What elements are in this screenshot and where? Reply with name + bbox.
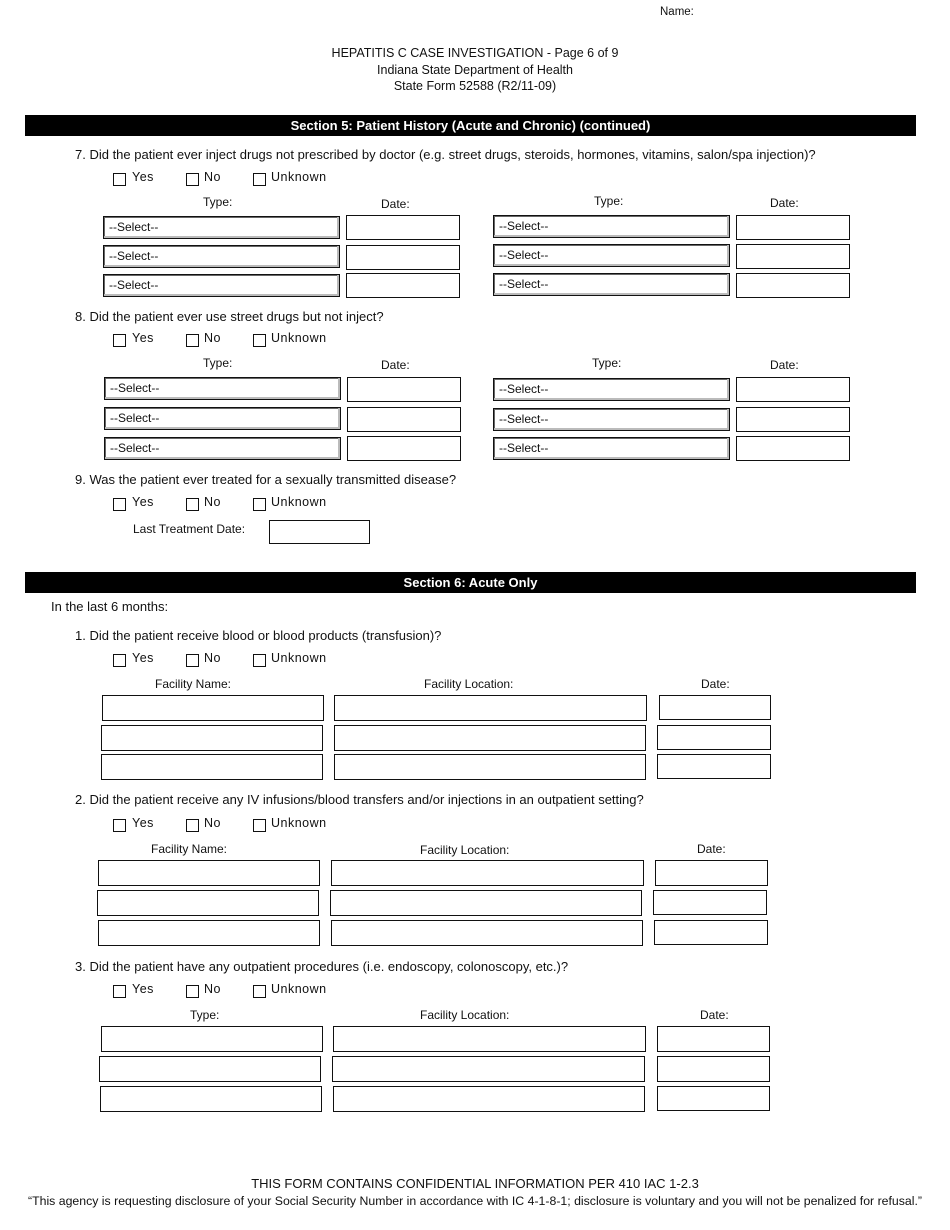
q7-type-header-left: Type: — [203, 195, 233, 209]
q8-date-field[interactable] — [736, 377, 850, 402]
q7-date-field[interactable] — [736, 273, 850, 298]
s6q3-type-field[interactable] — [99, 1056, 321, 1082]
s6q2-facility-name-header: Facility Name: — [151, 842, 228, 856]
q8-date-field[interactable] — [347, 436, 461, 461]
s6q1-facility-name-field[interactable] — [101, 725, 323, 751]
q7-yes-label: Yes — [132, 170, 154, 184]
s6q2-no-label: No — [204, 816, 221, 830]
s6q3-options — [113, 982, 513, 1002]
section-6-header: Section 6: Acute Only — [25, 572, 916, 593]
s6q3-yes-checkbox[interactable] — [113, 985, 126, 998]
s6q1-date-field[interactable] — [657, 754, 771, 779]
s6q2-unknown-label: Unknown — [271, 816, 327, 830]
question-9: 9. Was the patient ever treated for a sexually transmitted disease? — [75, 472, 457, 487]
s6q1-facility-location-field[interactable] — [334, 754, 646, 780]
s6q3-type-field[interactable] — [101, 1026, 323, 1052]
s6q1-no-checkbox[interactable] — [186, 654, 199, 667]
q8-type-select[interactable]: --Select-- — [104, 407, 341, 430]
q8-date-header-right: Date: — [770, 358, 799, 372]
s6q3-facility-location-field[interactable] — [333, 1026, 646, 1052]
q7-date-field[interactable] — [346, 245, 460, 270]
s6q3-facility-location-field[interactable] — [333, 1086, 645, 1112]
q8-no-checkbox[interactable] — [186, 334, 199, 347]
s6q2-date-field[interactable] — [654, 920, 768, 945]
s6q1-yes-checkbox[interactable] — [113, 654, 126, 667]
section-6-intro: In the last 6 months: — [51, 599, 169, 614]
q7-no-label: No — [204, 170, 221, 184]
s6q1-facility-location-header: Facility Location: — [424, 677, 514, 691]
s6q3-facility-location-field[interactable] — [332, 1056, 645, 1082]
last-treatment-date-field[interactable] — [269, 520, 370, 544]
q9-no-label: No — [204, 495, 221, 509]
s6q1-options — [113, 651, 513, 671]
question-8: 8. Did the patient ever use street drugs but not inject? — [75, 309, 384, 324]
s6q3-no-label: No — [204, 982, 221, 996]
q8-type-header-left: Type: — [203, 356, 233, 370]
ssn-disclosure-notice: “This agency is requesting disclosure of your Social Security Number in accordance with IC 4-1-8-1; disclosure is voluntary and you will not be penalized for refusal.” — [28, 1194, 922, 1208]
q7-type-select[interactable]: --Select-- — [103, 274, 340, 297]
q9-options — [113, 495, 513, 515]
q9-yes-label: Yes — [132, 495, 154, 509]
s6q2-yes-label: Yes — [132, 816, 154, 830]
q8-date-field[interactable] — [736, 436, 850, 461]
q8-unknown-label: Unknown — [271, 331, 327, 345]
q8-type-select[interactable]: --Select-- — [104, 377, 341, 400]
q7-type-header-right: Type: — [594, 194, 624, 208]
s6q1-unknown-label: Unknown — [271, 651, 327, 665]
q8-yes-label: Yes — [132, 331, 154, 345]
s6q2-date-field[interactable] — [653, 890, 767, 915]
q7-no-checkbox[interactable] — [186, 173, 199, 186]
q8-type-select[interactable]: --Select-- — [493, 408, 730, 431]
q7-date-field[interactable] — [736, 215, 850, 240]
s6q2-yes-checkbox[interactable] — [113, 819, 126, 832]
agency-name: Indiana State Department of Health — [377, 63, 573, 77]
q7-unknown-checkbox[interactable] — [253, 173, 266, 186]
s6-question-3: 3. Did the patient have any outpatient procedures (i.e. endoscopy, colonoscopy, etc.)? — [75, 959, 569, 974]
q7-type-select[interactable]: --Select-- — [493, 273, 730, 296]
s6q3-unknown-checkbox[interactable] — [253, 985, 266, 998]
q8-type-header-right: Type: — [592, 356, 622, 370]
s6-question-2: 2. Did the patient receive any IV infusions/blood transfers and/or injections in an outpatient setting? — [75, 792, 644, 807]
q7-options — [113, 170, 513, 190]
s6q2-date-header: Date: — [697, 842, 726, 856]
s6q2-options — [113, 816, 513, 836]
s6-question-1: 1. Did the patient receive blood or blood products (transfusion)? — [75, 628, 442, 643]
form-title: HEPATITIS C CASE INVESTIGATION - Page 6 of 9 — [331, 46, 619, 60]
s6q3-date-field[interactable] — [657, 1026, 770, 1052]
q7-type-select[interactable]: --Select-- — [103, 245, 340, 268]
q9-yes-checkbox[interactable] — [113, 498, 126, 511]
q8-date-header-left: Date: — [381, 358, 410, 372]
q7-date-field[interactable] — [736, 244, 850, 269]
s6q2-facility-name-field[interactable] — [97, 890, 319, 916]
q8-date-field[interactable] — [347, 377, 461, 402]
s6q2-facility-location-field[interactable] — [330, 890, 642, 916]
q7-unknown-label: Unknown — [271, 170, 327, 184]
s6q1-facility-name-field[interactable] — [101, 754, 323, 780]
s6q1-date-field[interactable] — [659, 695, 771, 720]
q7-yes-checkbox[interactable] — [113, 173, 126, 186]
q7-date-field[interactable] — [346, 215, 460, 240]
s6q2-facility-location-field[interactable] — [331, 860, 644, 886]
s6q1-facility-location-field[interactable] — [334, 725, 646, 751]
confidential-notice: THIS FORM CONTAINS CONFIDENTIAL INFORMATION PER 410 IAC 1-2.3 — [251, 1176, 699, 1191]
s6q1-date-header: Date: — [701, 677, 730, 691]
q9-unknown-checkbox[interactable] — [253, 498, 266, 511]
s6q2-facility-name-field[interactable] — [98, 920, 320, 946]
q7-type-select[interactable]: --Select-- — [493, 215, 730, 238]
s6q1-unknown-checkbox[interactable] — [253, 654, 266, 667]
s6q3-facility-location-header: Facility Location: — [420, 1008, 510, 1022]
s6q2-date-field[interactable] — [655, 860, 768, 886]
section-5-header: Section 5: Patient History (Acute and Chronic) (continued) — [25, 115, 916, 136]
name-label: Name: — [660, 6, 694, 18]
q8-date-field[interactable] — [736, 407, 850, 432]
s6q3-date-field[interactable] — [657, 1056, 770, 1082]
q9-unknown-label: Unknown — [271, 495, 327, 509]
s6q1-facility-name-header: Facility Name: — [155, 677, 232, 691]
q8-unknown-checkbox[interactable] — [253, 334, 266, 347]
q8-date-field[interactable] — [347, 407, 461, 432]
q8-type-select[interactable]: --Select-- — [104, 437, 341, 460]
q8-options — [113, 331, 513, 351]
s6q2-facility-location-header: Facility Location: — [420, 843, 510, 857]
s6q3-yes-label: Yes — [132, 982, 154, 996]
s6q3-date-field[interactable] — [657, 1086, 770, 1111]
q8-no-label: No — [204, 331, 221, 345]
s6q1-no-label: No — [204, 651, 221, 665]
q7-date-header-right: Date: — [770, 196, 799, 210]
q7-date-header-left: Date: — [381, 197, 410, 211]
s6q3-no-checkbox[interactable] — [186, 985, 199, 998]
s6q3-date-header: Date: — [700, 1008, 729, 1022]
s6q1-facility-name-field[interactable] — [102, 695, 324, 721]
s6q3-type-field[interactable] — [100, 1086, 322, 1112]
s6q3-type-header: Type: — [190, 1008, 220, 1022]
q8-yes-checkbox[interactable] — [113, 334, 126, 347]
s6q3-unknown-label: Unknown — [271, 982, 327, 996]
question-7: 7. Did the patient ever inject drugs not prescribed by doctor (e.g. street drugs, steroids, hormones, vitamins, salon/spa injection)? — [75, 147, 816, 162]
q8-type-select[interactable]: --Select-- — [493, 378, 730, 401]
s6q2-facility-name-field[interactable] — [98, 860, 320, 886]
s6q1-yes-label: Yes — [132, 651, 154, 665]
q9-no-checkbox[interactable] — [186, 498, 199, 511]
s6q2-no-checkbox[interactable] — [186, 819, 199, 832]
form-number: State Form 52588 (R2/11-09) — [393, 79, 557, 93]
s6q2-unknown-checkbox[interactable] — [253, 819, 266, 832]
q8-type-select[interactable]: --Select-- — [493, 437, 730, 460]
q7-type-select[interactable]: --Select-- — [493, 244, 730, 267]
s6q1-facility-location-field[interactable] — [334, 695, 647, 721]
last-treatment-label: Last Treatment Date: — [133, 522, 246, 536]
s6q2-facility-location-field[interactable] — [331, 920, 643, 946]
s6q1-date-field[interactable] — [657, 725, 771, 750]
q7-type-select[interactable]: --Select-- — [103, 216, 340, 239]
q7-date-field[interactable] — [346, 273, 460, 298]
